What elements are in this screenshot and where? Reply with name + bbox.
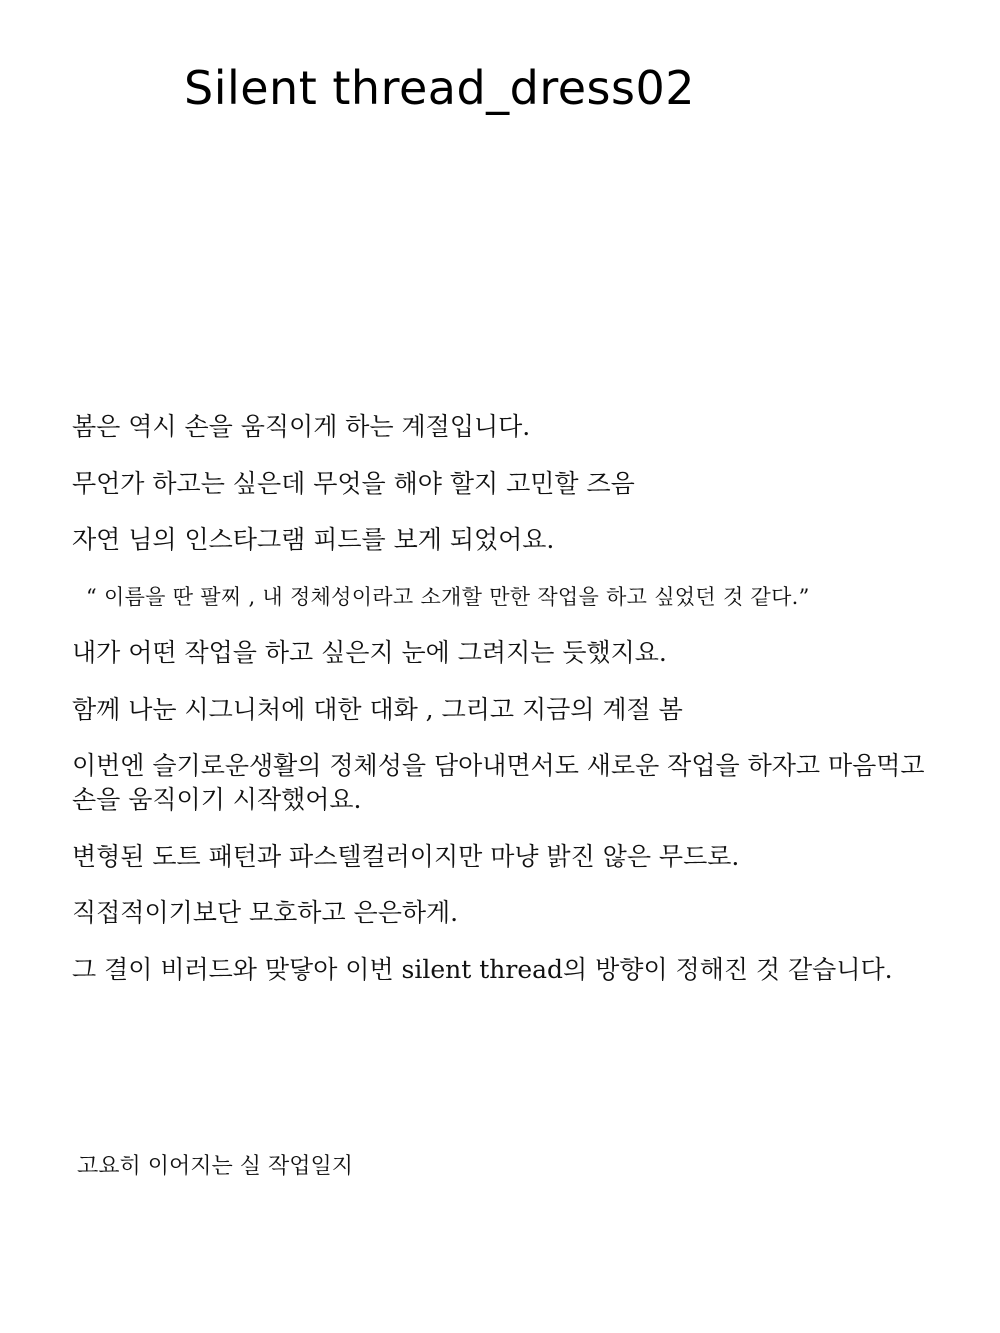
paragraph-identity: 이번엔 슬기로운생활의 정체성을 담아내면서도 새로운 작업을 하자고 마음먹고 손을 움직이기 시작했어요. <box>72 751 925 814</box>
paragraph-direction: 그 결이 비러드와 맞닿아 이번 silent thread의 방향이 정해진 것 같습니다. <box>72 954 893 984</box>
paragraph-pattern: 변형된 도트 패턴과 파스텔컬러이지만 마냥 밝진 않은 무드로. <box>72 841 740 871</box>
paragraph-quote: “ 이름을 딴 팔찌 , 내 정체성이라고 소개할 만한 작업을 하고 싶었던 것 같다.” <box>86 584 810 609</box>
paragraph-conversation: 함께 나눈 시그니처에 대한 대화 , 그리고 지금의 계절 봄 <box>72 694 683 724</box>
paragraph-spring: 봄은 역시 손을 움직이게 하는 계절입니다. <box>72 412 531 441</box>
paragraph-instagram: 자연 님의 인스타그램 피드를 보게 되었어요. <box>72 525 555 554</box>
paragraph-wondering: 무언가 하고는 싶은데 무엇을 해야 할지 고민할 즈음 <box>72 468 635 498</box>
paragraph-vision: 내가 어떤 작업을 하고 싶은지 눈에 그려지는 듯했지요. <box>72 638 667 667</box>
document-title: Silent thread_dress02 <box>184 61 696 115</box>
document-body <box>72 410 972 1009</box>
paragraph-subtle: 직접적이기보단 모호하고 은은하게. <box>72 898 459 927</box>
signature-line: 고요히 이어지는 실 작업일지 <box>77 1154 354 1179</box>
